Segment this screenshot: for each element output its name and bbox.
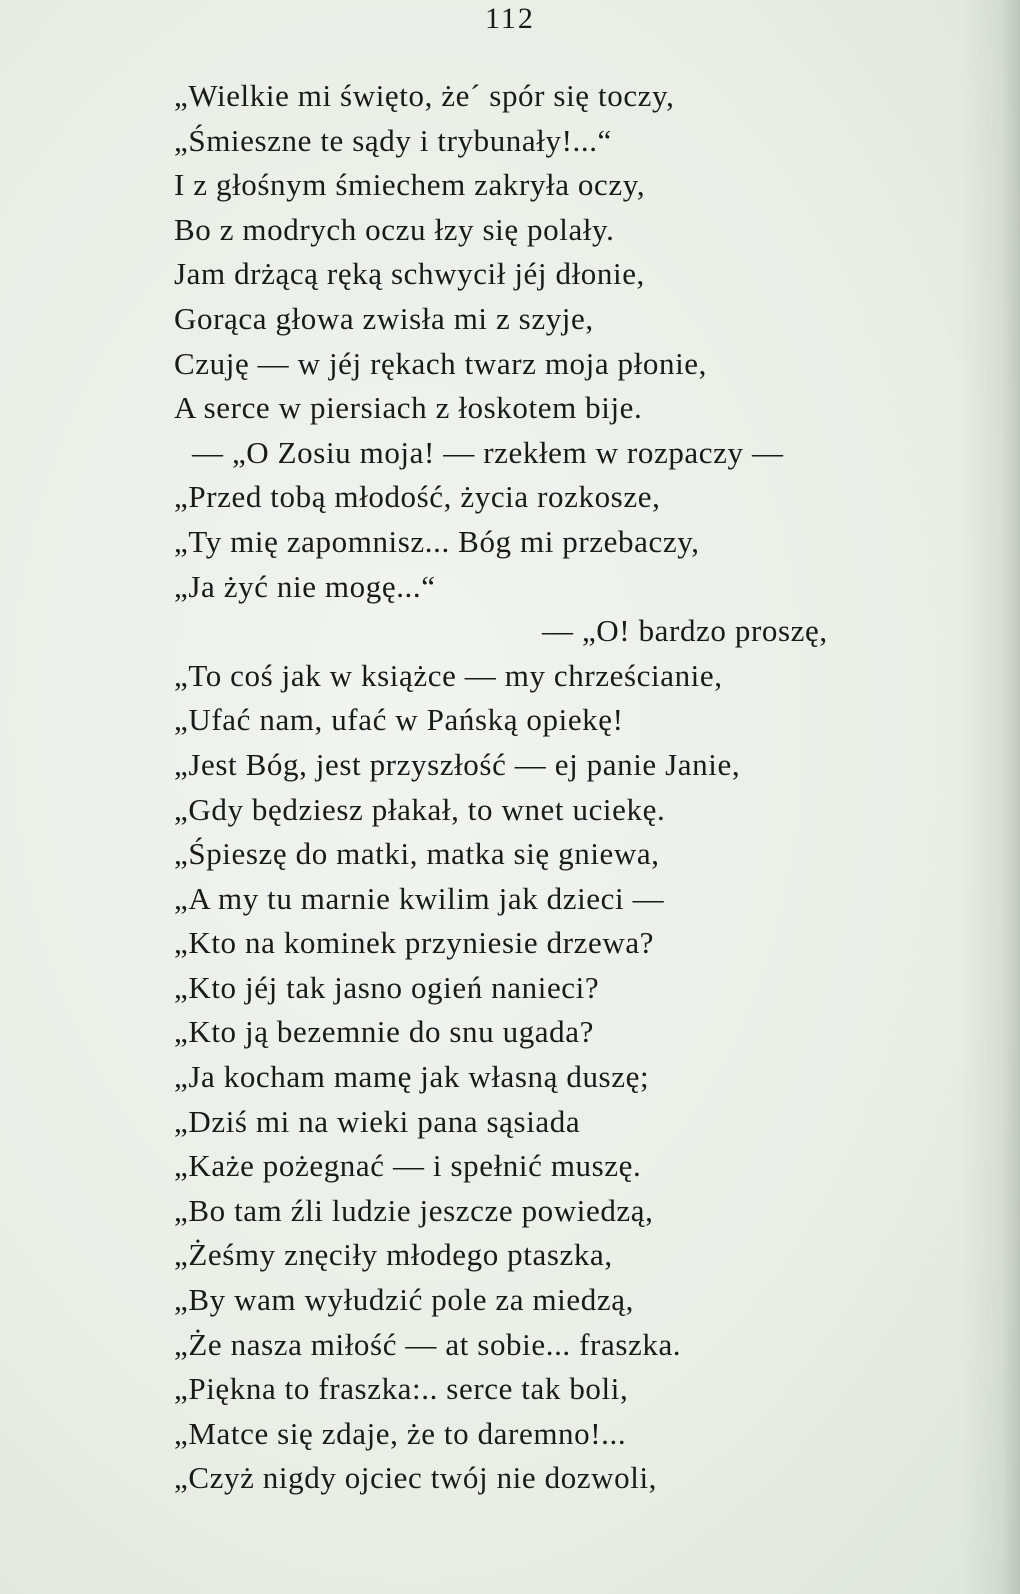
verse-line: I z głośnym śmiechem zakryła oczy, xyxy=(174,167,646,203)
verse-line: „Każe pożegnać — i spełnić muszę. xyxy=(174,1148,642,1184)
page-number: 112 xyxy=(485,2,535,35)
verse-line: „To coś jak w książce — my chrześcianie, xyxy=(174,657,723,693)
verse-line: „By wam wyłudzić pole za miedzą, xyxy=(174,1282,634,1318)
verse-line: „Piękna to fraszka:.. serce tak boli, xyxy=(174,1371,629,1407)
verse-line: „Bo tam źli ludzie jeszcze powiedzą, xyxy=(174,1192,654,1228)
verse-line: „Gdy będziesz płakał, to wnet uciekę. xyxy=(174,791,666,827)
verse-line: „Jest Bóg, jest przyszłość — ej panie Janie, xyxy=(174,746,741,782)
verse-line: „Matce się zdaje, że to daremno!... xyxy=(174,1415,627,1451)
verse-line: „Ja kocham mamę jak własną duszę; xyxy=(174,1059,650,1095)
verse-line: „Że nasza miłość — at sobie... fraszka. xyxy=(174,1326,682,1362)
verse-line: „Śpieszę do matki, matka się gniewa, xyxy=(174,836,660,872)
verse-line: Gorąca głowa zwisła mi z szyje, xyxy=(174,300,594,336)
verse-line: „A my tu marnie kwilim jak dzieci — xyxy=(174,880,665,916)
verse-line: „Kto jéj tak jasno ogień nanieci? xyxy=(174,969,600,1005)
verse-line: „Wielkie mi święto, że´ spór się toczy, xyxy=(174,78,675,113)
verse-line: „Dziś mi na wieki pana sąsiada xyxy=(174,1103,581,1139)
verse-line: „Przed tobą młodość, życia rozkosze, xyxy=(174,479,661,515)
verse-line: Jam drżącą ręką schwycił jéj dłonie, xyxy=(174,256,645,292)
page-gutter-shadow xyxy=(960,0,1020,1594)
verse-line: „Kto ją bezemnie do snu ugada? xyxy=(174,1014,594,1050)
verse-line: „Ja żyć nie mogę...“ xyxy=(174,568,436,604)
verse-line: — „O! bardzo proszę, xyxy=(542,613,828,649)
verse-line: „Ufać nam, ufać w Pańską opiekę! xyxy=(174,702,624,738)
verse-line: „Kto na kominek przyniesie drzewa? xyxy=(174,925,655,961)
verse-line: „Czyż nigdy ojciec twój nie dozwoli, xyxy=(174,1460,658,1496)
verse-line: — „O Zosiu moja! — rzekłem w rozpaczy — xyxy=(192,434,784,470)
verse-line: Czuję — w jéj rękach twarz moja płonie, xyxy=(174,345,707,381)
verse-line: „Ty mię zapomnisz... Bóg mi przebaczy, xyxy=(174,523,700,559)
verse-line: A serce w piersiach z łoskotem bije. xyxy=(174,390,643,426)
verse-line: „Śmieszne te sądy i trybunały!...“ xyxy=(174,122,612,158)
verse-line: „Żeśmy znęciły młodego ptaszka, xyxy=(174,1237,613,1273)
verse-line: Bo z modrych oczu łzy się polały. xyxy=(174,211,615,247)
poem-text xyxy=(174,74,964,1501)
